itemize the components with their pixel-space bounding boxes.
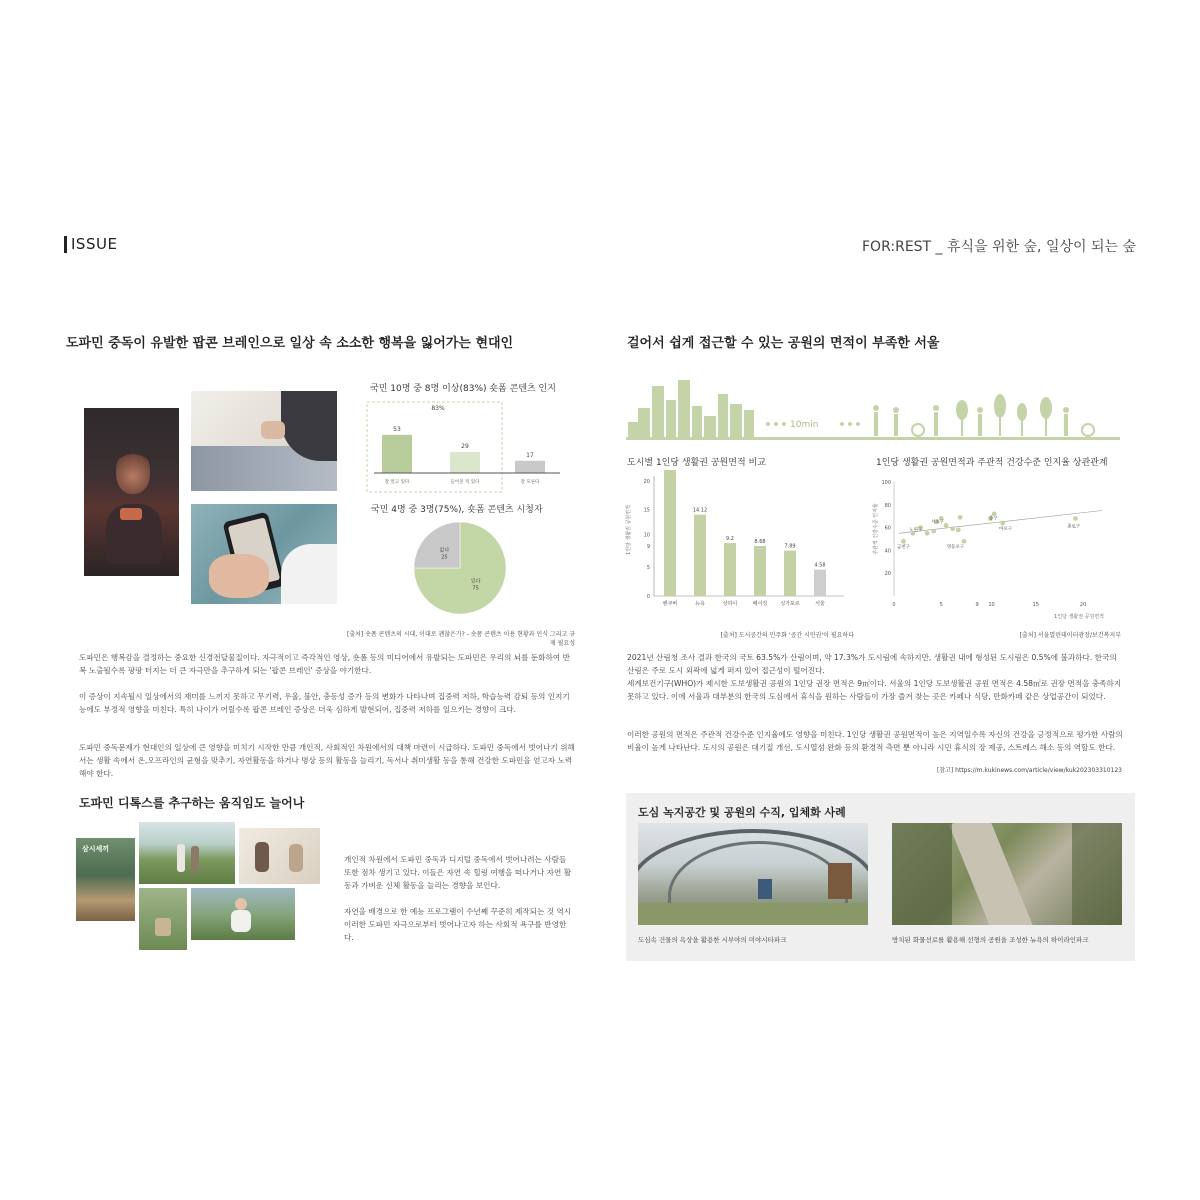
phone-hand-photo	[191, 504, 337, 604]
city-bar-4	[784, 551, 796, 596]
scatter-x-tick-1: 5	[939, 602, 943, 608]
scatter-point-8	[950, 526, 955, 531]
left-section-title: 도파민 중독이 유발한 팝콘 브레인으로 일상 속 소소한 행복을 잃어가는 현대인	[66, 336, 514, 351]
bar-2	[515, 461, 545, 473]
scatter-x-tick-0: 0	[892, 602, 896, 608]
scatter-y-label: 주관적 건강수준 인지율	[873, 503, 879, 555]
district-label-3: 마포구	[999, 526, 1013, 532]
magazine-title: FOR:REST _ 휴식을 위한 숲, 일상이 되는 숲	[862, 239, 1136, 255]
right-section-title: 걸어서 쉽게 접근할 수 있는 공원의 면적이 부족한 서울	[627, 336, 940, 351]
park-health-scatter-chart	[870, 474, 1120, 622]
city-bar-value-4: 7.89	[784, 543, 796, 550]
city-bar-category-3: 베이징	[752, 601, 768, 607]
case-study-title: 도심 녹지공간 및 공원의 수직, 입체화 사례	[638, 806, 846, 819]
scatter-y-tick-4: 20	[884, 571, 891, 578]
bar-category-2: 잘 모른다	[520, 480, 540, 485]
right-paragraph-2: 세계보건기구(WHO)가 제시한 도보생활권 공원의 1인당 권장 면적은 9㎡이다. 서울의 1인당 도보생활권 공원 면적은 4.58㎡로 권장 면적을 충족하지 못하고 있다. 이에 서울과 대부분의 한국의 도심에서 휴식을 원하는 사람들이 가장 즐겨 찾는 곳은 카페나 식당, 만화카페 같은 상업공간이 되었다.	[627, 679, 1122, 702]
city-bar-value-1: 14.12	[692, 507, 708, 514]
y-tick-2: 10	[643, 532, 650, 539]
city-bar-category-2: 상하이	[722, 601, 738, 607]
scatter-point-7	[944, 523, 949, 528]
city-bar-category-0: 밴쿠버	[662, 601, 678, 607]
scatter-point-15	[1073, 516, 1078, 521]
scatter-y-tick-0: 100	[881, 480, 891, 486]
pie-label-1: 없다	[439, 547, 450, 554]
y-tick-5: 0	[646, 594, 650, 600]
district-label-1: 노원구	[909, 528, 923, 534]
y-tick-3: 9	[646, 544, 650, 551]
city-park-source: [출처] 도시공간의 민주화 '공간 시민권'이 필요하다	[720, 632, 854, 639]
scatter-point-4	[931, 529, 936, 534]
park-people-icons	[873, 394, 1094, 436]
scatter-source: [출처] 서울열린데이터광장/보건복지부	[1019, 632, 1121, 639]
city-bar-value-2: 9.2	[726, 536, 734, 543]
bar-category-0: 잘 알고 있다	[384, 480, 410, 485]
city-park-bar-chart-title: 도시별 1인당 생활권 공원면적 비교	[627, 458, 766, 468]
district-label-2: 중구	[988, 516, 998, 522]
left-paragraph-2: 이 증상이 지속될시 일상에서의 재미를 느끼지 못하고 무기력, 우울, 불안, 충동성 증가 등의 변화가 나타나며 집중력 저하, 학습능력 감퇴 등의 인지기능에도 부정적 영향을 미친다. 특히 나이가 어릴수록 팝콘 브레인 증상은 더욱 심하게 발현되어, 집중력 저하를 일으키는 경향이 크다.	[79, 692, 570, 715]
city-bar-category-5: 서울	[815, 601, 825, 607]
city-bar-category-4: 싱가포르	[780, 601, 800, 607]
bar-category-1: 들어본 적 있다	[450, 480, 480, 485]
city-skyline-icon	[628, 380, 754, 438]
scatter-y-tick-3: 40	[884, 548, 891, 555]
reading-people-photo	[239, 828, 320, 884]
shortform-pie-chart	[412, 520, 508, 616]
left-paragraph-1: 도파민은 행복감을 결정하는 중요한 신경전달물질이다. 자극적이고 즉각적인 영상, 숏폼 등의 미디어에서 유발되는 도파민은 우리의 뇌를 둔화하여 반복 노출될수록 팡팡 터지는 더 큰 자극만을 추구하게 되는 '팝콘 브레인' 증상을 야기한다.	[79, 653, 570, 676]
scatter-x-tick-5: 20	[1079, 602, 1087, 608]
scatter-point-3	[925, 531, 930, 536]
scatter-point-14	[1000, 521, 1005, 526]
pie-label-0: 있다	[470, 578, 481, 585]
left-paragraph-3: 도파민 중독문제가 현대인의 일상에 큰 영향을 미치기 시작한 만큼 개인적, 사회적인 차원에서의 대책 마련이 시급하다. 도파민 중독에서 벗어나기 위해서는 생활 속에서 온,오프라인의 균형을 맞추기, 자연활동을 하거나 명상 등의 활동을 늘리기, 독서나 취미생활 등을 통해 건강한 도파민을 얻고자 노력해야 한다.	[79, 743, 575, 779]
pie-slice-1	[414, 522, 460, 568]
high-line-caption: 방치된 화물선로를 활용해 선형의 공원을 조성한 뉴욕의 하이라인파크	[892, 936, 1089, 944]
bar-value-1: 29	[461, 443, 469, 451]
city-bar-category-1: 뉴욕	[695, 601, 705, 607]
right-paragraph-3: 이러한 공원의 면적은 주관적 건강수준 인지율에도 영향을 미친다. 1인당 생활권 공원면적이 높은 지역일수록 자신의 건강을 긍정적으로 평가한 사람의 비율이 높게 나타난다. 도시의 공원은 대기질 개선, 도시열섬 완화 등의 환경적 측면 뿐 아니라 시민 휴식의 장 제공, 스트레스 해소 등의 역할도 한다.	[627, 730, 1123, 753]
banner-label: 10min	[790, 420, 819, 430]
city-bar-0	[664, 470, 676, 596]
y-axis-label: 1인당 생활권 공원면적	[626, 505, 632, 555]
phone-user-dark-photo	[84, 408, 179, 576]
section-label: ISSUE	[64, 236, 117, 253]
detox-paragraph-1: 개인적 차원에서 도파민 중독과 디지털 중독에서 벗어나려는 사람들 또한 점차 생기고 있다. 이들은 자연 속 힐링 여행을 떠나거나 자연 활동과 가벼운 신체 활동을 늘리는 경향을 보인다.	[344, 855, 572, 891]
group-label: 83%	[431, 405, 445, 412]
district-label-4: 종로구	[1067, 524, 1081, 530]
district-label-5: 금천구	[896, 545, 910, 551]
phone-user-sofa-photo	[191, 391, 337, 491]
variety-show-poster	[76, 838, 135, 921]
pie-value-1: 25	[441, 554, 448, 561]
shortform-pie-chart-title: 국민 4명 중 3명(75%), 숏폼 콘텐츠 시청자	[371, 505, 543, 515]
y-tick-1: 15	[643, 507, 650, 514]
city-bar-3	[754, 546, 766, 596]
bar-0	[382, 435, 412, 473]
meditation-photo	[191, 888, 295, 940]
city-park-banner	[626, 376, 1120, 442]
bar-value-0: 53	[393, 425, 401, 433]
city-bar-value-5: 4.58	[814, 562, 826, 569]
city-bar-2	[724, 543, 736, 596]
banner-ground-line	[626, 437, 1120, 440]
district-label-6: 영등포구	[946, 545, 965, 551]
scatter-point-9	[956, 527, 961, 532]
city-park-bar-chart	[624, 470, 848, 614]
detox-title: 도파민 디톡스를 추구하는 움직임도 늘어나	[79, 796, 305, 810]
y-tick-0: 20	[643, 478, 650, 485]
garden-photo	[139, 888, 187, 950]
scatter-x-label: 1인당 생활권 공원면적	[1054, 614, 1104, 620]
high-line-park-photo	[892, 823, 1122, 925]
scatter-point-10	[962, 539, 967, 544]
scatter-y-tick-1: 80	[884, 502, 891, 509]
shortform-bar-chart-title: 국민 10명 중 8명 이상(83%) 숏폼 콘텐츠 인지	[370, 384, 556, 394]
scatter-y-tick-2: 60	[884, 525, 891, 532]
detox-paragraph-2: 자연을 배경으로 한 예능 프로그램이 수년째 꾸준히 제작되는 것 역시 이러한 도파민 자극으로부터 벗어나고자 하는 사회적 욕구를 반영한다.	[344, 907, 572, 943]
scatter-point-13	[992, 512, 997, 517]
pie-value-0: 75	[472, 585, 479, 592]
scatter-x-tick-4: 15	[1032, 602, 1040, 608]
scatter-point-0	[901, 539, 906, 544]
reference-link[interactable]: [참고] https://m.kukinews.com/article/view/kuk202303310123	[936, 767, 1122, 774]
city-bar-1	[694, 515, 706, 596]
district-label-0: 서초구	[930, 520, 945, 526]
scatter-x-tick-2: 9	[975, 602, 979, 608]
left-chart-source: [출처] 숏폼 콘텐츠의 시대, 이대로 괜찮은가? - 숏폼 콘텐츠 이용 현황과 인식 그리고 규제 필요성	[346, 631, 575, 647]
miyashita-park-photo	[638, 823, 868, 925]
scatter-chart-title: 1인당 생활권 공원면적과 주관적 건강수준 인지율 상관관계	[876, 458, 1108, 468]
poster-title: 삼시세끼	[82, 845, 110, 853]
right-paragraph-1: 2021년 산림청 조사 결과 한국의 국토 63.5%가 산림이며, 약 17.3%가 도시림에 속하지만, 생활권 내에 형성된 도시림은 0.5%에 불과하다. 한국의 산림은 주로 도시 외곽에 넓게 퍼져 있어 접근성이 떨어진다.	[627, 653, 1117, 676]
bar-1	[450, 452, 480, 473]
y-tick-4: 5	[646, 565, 650, 572]
miyashita-caption: 도심속 건물의 옥상을 활용한 시부야의 미야시타파크	[638, 936, 787, 944]
couple-walking-photo	[139, 822, 235, 884]
scatter-point-11	[958, 515, 963, 520]
case-study-box	[626, 793, 1135, 961]
scatter-x-tick-3: 10	[988, 602, 995, 608]
city-bar-value-3: 8.68	[754, 539, 766, 546]
city-bar-5	[814, 570, 826, 596]
bar-value-2: 17	[526, 451, 534, 459]
shortform-bar-chart	[362, 395, 572, 497]
